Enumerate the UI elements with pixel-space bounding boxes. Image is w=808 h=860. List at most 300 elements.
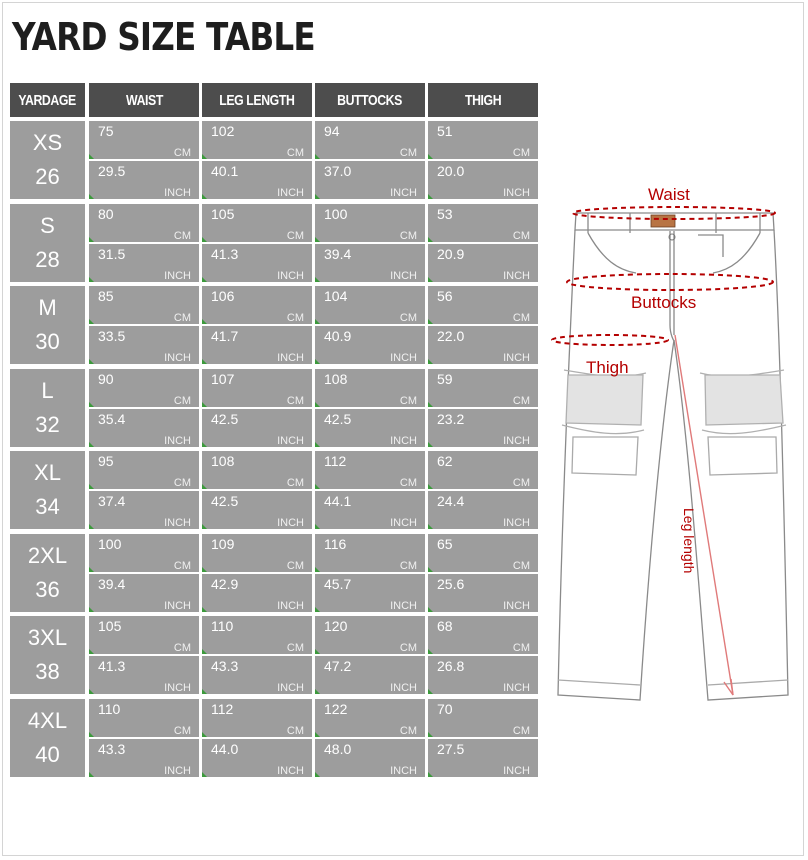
measure-cell-inch [202, 161, 312, 199]
unit-label: CM [173, 394, 191, 407]
thigh-label: Thigh [586, 358, 629, 377]
measure-cell-inch [89, 409, 199, 447]
size-cell [10, 121, 85, 199]
size-label: 4XL [27, 707, 68, 733]
measure-value: 75 [98, 123, 114, 139]
measure-cell-inch [428, 491, 538, 529]
measure-cell-inch [428, 574, 538, 612]
measure-cell-cm [315, 616, 425, 654]
measure-value: 37.0 [324, 163, 352, 179]
header-label: BUTTOCKS [337, 91, 403, 109]
cell-corner-mark [202, 772, 207, 777]
measure-value: 33.5 [98, 328, 126, 344]
measure-cell-cm [428, 534, 538, 572]
unit-label: CM [286, 642, 304, 654]
buttocks-label: Buttocks [631, 293, 697, 312]
size-number: 26 [35, 164, 60, 189]
unit-label: CM [286, 229, 304, 242]
unit-label: CM [399, 559, 417, 572]
unit-label: CM [286, 394, 304, 407]
measure-cell-inch [428, 161, 538, 199]
unit-label: CM [286, 147, 304, 159]
measure-value: 85 [98, 288, 114, 304]
measure-cell-inch [89, 574, 199, 612]
cell-corner-mark [202, 732, 207, 737]
size-cell [10, 286, 85, 364]
size-number: 36 [35, 576, 60, 602]
measure-cell-cm [89, 204, 199, 242]
unit-label: CM [512, 229, 530, 242]
size-number: 32 [35, 411, 60, 437]
unit-label: INCH [277, 682, 304, 694]
unit-label: CM [399, 147, 417, 159]
cell-corner-mark [428, 607, 433, 612]
cell-corner-mark [315, 607, 320, 612]
cell-corner-mark [89, 319, 94, 324]
unit-label: INCH [390, 764, 417, 777]
measure-cell-inch [89, 244, 199, 282]
cell-corner-mark [315, 194, 320, 199]
unit-label: CM [173, 312, 191, 324]
measure-value: 51 [437, 123, 453, 139]
measure-cell-inch [315, 326, 425, 364]
header-cell [89, 83, 199, 117]
cell-corner-mark [202, 359, 207, 364]
unit-label: CM [512, 477, 530, 489]
measure-cell-inch [89, 656, 199, 694]
measure-value: 35.4 [98, 410, 126, 427]
cell-corner-mark [315, 237, 320, 242]
measure-value: 40.1 [211, 163, 239, 179]
measure-cell-cm [202, 286, 312, 324]
measure-cell-cm [89, 451, 199, 489]
measure-cell-cm [89, 121, 199, 159]
cell-corner-mark [202, 277, 207, 282]
measure-value: 39.4 [98, 575, 126, 592]
measure-cell-cm [89, 534, 199, 572]
measure-cell-cm [202, 699, 312, 737]
measure-value: 105 [98, 618, 122, 634]
cell-corner-mark [202, 484, 207, 489]
unit-label: CM [173, 229, 191, 242]
cell-corner-mark [315, 649, 320, 654]
measure-cell-cm [89, 616, 199, 654]
unit-label: INCH [390, 187, 417, 199]
measure-value: 105 [211, 205, 235, 222]
unit-label: CM [173, 147, 191, 159]
header-label: LEG LENGTH [219, 91, 295, 109]
unit-label: INCH [503, 269, 530, 282]
cell-corner-mark [315, 484, 320, 489]
cell-corner-mark [89, 154, 94, 159]
leg-length-label: Leg length [681, 508, 697, 574]
measure-value: 47.2 [324, 658, 352, 674]
cell-corner-mark [202, 524, 207, 529]
cell-corner-mark [89, 772, 94, 777]
measure-value: 70 [437, 700, 453, 717]
unit-label: CM [173, 477, 191, 489]
measure-value: 43.3 [211, 658, 239, 674]
cell-corner-mark [315, 277, 320, 282]
measure-value: 108 [324, 370, 348, 387]
cell-corner-mark [315, 359, 320, 364]
size-label: XL [34, 460, 61, 485]
measure-value: 42.9 [211, 575, 239, 592]
measure-value: 59 [437, 370, 453, 387]
measure-cell-cm [315, 121, 425, 159]
unit-label: INCH [390, 517, 417, 529]
measure-value: 23.2 [437, 410, 465, 427]
size-number: 28 [35, 246, 60, 272]
measure-cell-inch [202, 656, 312, 694]
measure-cell-cm [202, 369, 312, 407]
measure-value: 42.5 [211, 410, 239, 427]
measure-value: 65 [437, 535, 453, 552]
measure-cell-cm [202, 616, 312, 654]
measure-value: 39.4 [324, 245, 352, 262]
measure-cell-inch [315, 656, 425, 694]
measure-cell-inch [428, 656, 538, 694]
cell-corner-mark [315, 319, 320, 324]
measure-cell-cm [428, 616, 538, 654]
cell-corner-mark [202, 154, 207, 159]
page-title: YARD SIZE TABLE [12, 15, 315, 59]
measure-value: 120 [324, 618, 348, 634]
cell-corner-mark [202, 607, 207, 612]
unit-label: INCH [390, 352, 417, 364]
cell-corner-mark [89, 649, 94, 654]
cell-corner-mark [202, 237, 207, 242]
unit-label: INCH [164, 682, 191, 694]
measure-cell-inch [202, 326, 312, 364]
unit-label: CM [512, 724, 530, 737]
unit-label: INCH [277, 764, 304, 777]
cell-corner-mark [89, 567, 94, 572]
size-cell [10, 451, 85, 529]
cell-corner-mark [315, 567, 320, 572]
unit-label: CM [286, 477, 304, 489]
header-cell [202, 83, 312, 117]
measure-cell-cm [315, 369, 425, 407]
measure-value: 80 [98, 205, 114, 222]
measure-cell-inch [315, 739, 425, 777]
measure-value: 122 [324, 700, 348, 717]
size-label: 3XL [27, 625, 68, 650]
measure-value: 20.0 [437, 163, 465, 179]
measure-value: 26.8 [437, 658, 465, 674]
unit-label: INCH [503, 764, 530, 777]
measure-cell-inch [315, 409, 425, 447]
measure-cell-inch [89, 491, 199, 529]
measure-value: 94 [324, 123, 340, 139]
unit-label: INCH [164, 764, 191, 777]
unit-label: INCH [277, 434, 304, 447]
measure-value: 42.5 [211, 493, 239, 509]
measure-cell-cm [89, 286, 199, 324]
header-label: YARDAGE [18, 91, 77, 109]
measure-cell-inch [428, 739, 538, 777]
cell-corner-mark [89, 237, 94, 242]
unit-label: CM [173, 724, 191, 737]
cell-corner-mark [202, 649, 207, 654]
unit-label: CM [173, 642, 191, 654]
unit-label: INCH [164, 352, 191, 364]
size-cell [10, 616, 85, 694]
unit-label: CM [512, 312, 530, 324]
unit-label: INCH [164, 517, 191, 529]
header-label: THIGH [464, 91, 502, 109]
measure-value: 31.5 [98, 245, 126, 262]
cell-corner-mark [89, 277, 94, 282]
size-label: L [41, 377, 54, 403]
cell-corner-mark [428, 402, 433, 407]
measure-value: 41.3 [211, 245, 239, 262]
measure-value: 110 [98, 700, 121, 717]
cell-corner-mark [89, 194, 94, 199]
measure-cell-inch [315, 244, 425, 282]
cell-corner-mark [202, 402, 207, 407]
cell-corner-mark [428, 194, 433, 199]
measure-cell-cm [89, 369, 199, 407]
cell-corner-mark [428, 319, 433, 324]
unit-label: CM [286, 559, 304, 572]
cell-corner-mark [202, 689, 207, 694]
cell-corner-mark [315, 689, 320, 694]
measure-value: 104 [324, 288, 348, 304]
measure-cell-cm [315, 534, 425, 572]
size-number: 34 [35, 494, 60, 519]
measure-cell-cm [202, 121, 312, 159]
size-label: S [40, 212, 55, 238]
cell-corner-mark [315, 732, 320, 737]
header-cell [428, 83, 538, 117]
measure-cell-inch [202, 409, 312, 447]
measure-value: 48.0 [324, 740, 352, 757]
measure-cell-cm [428, 699, 538, 737]
measure-cell-cm [428, 451, 538, 489]
measure-cell-cm [202, 534, 312, 572]
unit-label: CM [399, 724, 417, 737]
cell-corner-mark [89, 484, 94, 489]
unit-label: CM [512, 642, 530, 654]
measure-cell-inch [202, 739, 312, 777]
cell-corner-mark [89, 732, 94, 737]
measure-cell-inch [89, 739, 199, 777]
measure-value: 100 [98, 535, 122, 552]
cell-corner-mark [89, 524, 94, 529]
pants-diagram [548, 175, 798, 720]
measure-cell-inch [315, 574, 425, 612]
measure-cell-inch [202, 574, 312, 612]
measure-value: 100 [324, 205, 348, 222]
measure-cell-inch [428, 409, 538, 447]
cell-corner-mark [89, 442, 94, 447]
unit-label: CM [399, 229, 417, 242]
measure-value: 44.1 [324, 493, 352, 509]
size-cell [10, 369, 85, 447]
unit-label: INCH [390, 599, 417, 612]
cell-corner-mark [202, 194, 207, 199]
measure-value: 56 [437, 288, 453, 304]
unit-label: INCH [164, 269, 191, 282]
unit-label: CM [512, 394, 530, 407]
cell-corner-mark [315, 402, 320, 407]
unit-label: INCH [503, 187, 530, 199]
measure-cell-inch [428, 326, 538, 364]
measure-cell-cm [315, 204, 425, 242]
measure-cell-cm [315, 451, 425, 489]
unit-label: CM [512, 559, 530, 572]
unit-label: INCH [503, 682, 530, 694]
waist-label: Waist [648, 185, 690, 204]
unit-label: CM [286, 312, 304, 324]
cell-corner-mark [428, 649, 433, 654]
cell-corner-mark [202, 567, 207, 572]
unit-label: INCH [390, 434, 417, 447]
measure-cell-inch [89, 161, 199, 199]
size-label: 2XL [27, 542, 68, 568]
measure-value: 22.0 [437, 328, 465, 344]
measure-value: 27.5 [437, 740, 465, 757]
measure-value: 42.5 [324, 410, 352, 427]
measure-cell-inch [89, 326, 199, 364]
measure-value: 20.9 [437, 245, 465, 262]
unit-label: CM [512, 147, 530, 159]
unit-label: CM [399, 642, 417, 654]
cell-corner-mark [428, 442, 433, 447]
measure-value: 53 [437, 205, 453, 222]
size-number: 30 [35, 329, 60, 354]
unit-label: INCH [503, 517, 530, 529]
unit-label: CM [399, 394, 417, 407]
unit-label: INCH [503, 352, 530, 364]
cell-corner-mark [89, 402, 94, 407]
measure-value: 107 [211, 370, 235, 387]
cell-corner-mark [428, 154, 433, 159]
unit-label: INCH [503, 599, 530, 612]
measure-value: 62 [437, 453, 453, 469]
unit-label: INCH [277, 269, 304, 282]
measure-value: 106 [211, 288, 235, 304]
measure-cell-inch [202, 244, 312, 282]
header-cell [315, 83, 425, 117]
measure-value: 108 [211, 453, 235, 469]
cell-corner-mark [202, 442, 207, 447]
cell-corner-mark [428, 524, 433, 529]
measure-value: 112 [324, 453, 347, 469]
measure-cell-cm [428, 369, 538, 407]
measure-value: 109 [211, 535, 235, 552]
size-table [10, 83, 538, 778]
measure-value: 44.0 [211, 740, 239, 757]
cell-corner-mark [428, 237, 433, 242]
measure-value: 29.5 [98, 163, 126, 179]
unit-label: INCH [164, 187, 191, 199]
size-cell [10, 204, 85, 282]
unit-label: CM [399, 312, 417, 324]
header-cell [10, 83, 85, 117]
measure-value: 110 [211, 618, 234, 634]
unit-label: INCH [277, 187, 304, 199]
cell-corner-mark [428, 359, 433, 364]
header-label: WAIST [125, 91, 163, 109]
measure-cell-cm [202, 451, 312, 489]
measure-marks [552, 207, 775, 345]
unit-label: INCH [390, 682, 417, 694]
cell-corner-mark [428, 567, 433, 572]
measure-cell-cm [315, 286, 425, 324]
measure-cell-inch [202, 491, 312, 529]
measure-value: 112 [211, 700, 234, 717]
cell-corner-mark [428, 732, 433, 737]
unit-label: INCH [277, 352, 304, 364]
cell-corner-mark [202, 319, 207, 324]
cell-corner-mark [428, 689, 433, 694]
measure-value: 37.4 [98, 493, 126, 509]
measure-value: 25.6 [437, 575, 465, 592]
measure-value: 45.7 [324, 575, 352, 592]
cell-corner-mark [315, 154, 320, 159]
measure-value: 40.9 [324, 328, 352, 344]
cell-corner-mark [428, 484, 433, 489]
cell-corner-mark [89, 607, 94, 612]
measure-value: 41.3 [98, 658, 126, 674]
cell-corner-mark [428, 772, 433, 777]
size-cell [10, 699, 85, 777]
unit-label: CM [173, 559, 191, 572]
measure-cell-cm [428, 286, 538, 324]
measure-value: 68 [437, 618, 453, 634]
measure-cell-cm [202, 204, 312, 242]
size-number: 40 [35, 741, 60, 767]
measure-value: 102 [211, 123, 235, 139]
measure-cell-inch [315, 491, 425, 529]
leg-length-arrow [724, 679, 733, 695]
measure-value: 116 [324, 535, 347, 552]
measure-cell-cm [89, 699, 199, 737]
measure-cell-inch [428, 244, 538, 282]
unit-label: CM [399, 477, 417, 489]
unit-label: INCH [164, 599, 191, 612]
brand-tag [651, 215, 675, 227]
cell-corner-mark [315, 442, 320, 447]
size-cell [10, 534, 85, 612]
cell-corner-mark [89, 359, 94, 364]
cell-corner-mark [89, 689, 94, 694]
measure-value: 90 [98, 370, 114, 387]
size-number: 38 [35, 659, 60, 684]
unit-label: INCH [277, 517, 304, 529]
measure-cell-cm [428, 204, 538, 242]
unit-label: INCH [277, 599, 304, 612]
measure-value: 43.3 [98, 740, 126, 757]
cell-corner-mark [315, 772, 320, 777]
measure-value: 41.7 [211, 328, 239, 344]
measure-value: 95 [98, 453, 114, 469]
size-label: M [38, 295, 57, 320]
cell-corner-mark [315, 524, 320, 529]
measure-cell-inch [315, 161, 425, 199]
unit-label: INCH [164, 434, 191, 447]
measure-value: 24.4 [437, 493, 465, 509]
cell-corner-mark [428, 277, 433, 282]
size-label: XS [32, 130, 63, 155]
measure-cell-cm [428, 121, 538, 159]
unit-label: CM [286, 724, 304, 737]
unit-label: INCH [390, 269, 417, 282]
unit-label: INCH [503, 434, 530, 447]
measure-cell-cm [315, 699, 425, 737]
